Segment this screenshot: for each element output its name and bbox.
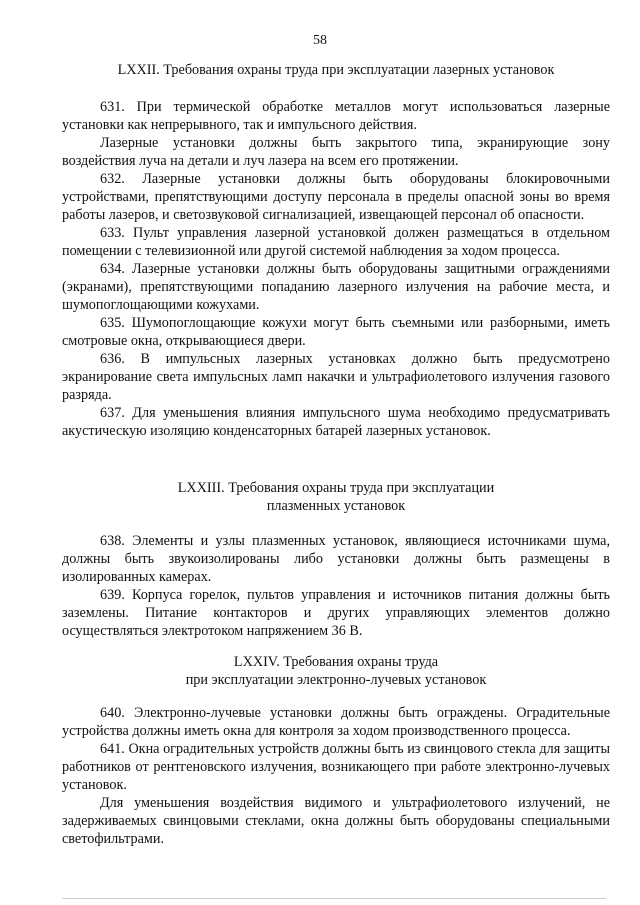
paragraph-631: 631. При термической обработке металлов могут использоваться лазерные установки как непрерывного, так и импульсного действия. <box>62 99 610 133</box>
paragraph-633: 633. Пульт управления лазерной установкой должен размещаться в отдельном помещении с телевизионной или другой системой наблюдения за ходом процесса. <box>62 225 610 259</box>
paragraph-641-cont: Для уменьшения воздействия видимого и ультрафиолетового излучений, не задерживаемых свинцовыми стеклами, окна должны быть оборудованы специальными светофильтрами. <box>62 795 610 847</box>
section-body-lxxii <box>62 98 610 440</box>
paragraph-636: 636. В импульсных лазерных установках должно быть предусмотрено экранирование света импульсных ламп накачки и ультрафиолетового излучения газового разряда. <box>62 351 610 403</box>
heading-line: плазменных установок <box>266 497 406 514</box>
paragraph-634: 634. Лазерные установки должны быть оборудованы защитными ограждениями (экранами), препятствующими попаданию лазерного излучения на рабочие места, и шумопоглощающими кожухами. <box>62 261 610 313</box>
page-bottom-edge <box>62 898 606 899</box>
heading-line: при эксплуатации электронно-лучевых установок <box>185 671 487 688</box>
paragraph-635: 635. Шумопоглощающие кожухи могут быть съемными или разборными, иметь смотровые окна, открывающиеся двери. <box>62 315 610 349</box>
heading-line: LXXII. Требования охраны труда при эксплуатации лазерных установок <box>117 62 555 78</box>
paragraph-631-cont: Лазерные установки должны быть закрытого типа, экранирующие зону воздействия луча на детали и луч лазера на всем его протяжении. <box>62 135 610 169</box>
paragraph-638: 638. Элементы и узлы плазменных установок, являющиеся источниками шума, должны быть звукоизолированы либо установки должны быть размещены в изолированных камерах. <box>62 533 610 585</box>
section-heading-lxxii <box>62 62 610 80</box>
paragraph-640: 640. Электронно-лучевые установки должны быть ограждены. Оградительные устройства должны иметь окна для контроля за ходом производственного процесса. <box>62 705 610 739</box>
section-body-lxxiii <box>62 532 610 640</box>
paragraph-641: 641. Окна оградительных устройств должны быть из свинцового стекла для защиты работников от рентгеновского излучения, возникающего при работе электронно-лучевых установок. <box>62 741 610 793</box>
paragraph-639: 639. Корпуса горелок, пультов управления и источников питания должны быть заземлены. Питание контакторов и других управляющих элементов должно осуществляться электротоком напряжением 36 В. <box>62 587 610 639</box>
section-body-lxxiv <box>62 704 610 848</box>
heading-line: LXXIII. Требования охраны труда при эксплуатации <box>177 480 495 496</box>
section-heading-lxxiv <box>62 654 610 689</box>
page-number: 58 <box>313 33 327 48</box>
paragraph-632: 632. Лазерные установки должны быть оборудованы блокировочными устройствами, препятствующими доступу персонала в пределы опасной зоны во время работы лазеров, и светозвуковой сигнализацией, извещающей персонал об опасности. <box>62 171 610 223</box>
heading-line: LXXIV. Требования охраны труда <box>233 654 439 670</box>
section-heading-lxxiii <box>62 480 610 515</box>
paragraph-637: 637. Для уменьшения влияния импульсного шума необходимо предусматривать акустическую изоляцию конденсаторных батарей лазерных установок. <box>62 405 610 439</box>
